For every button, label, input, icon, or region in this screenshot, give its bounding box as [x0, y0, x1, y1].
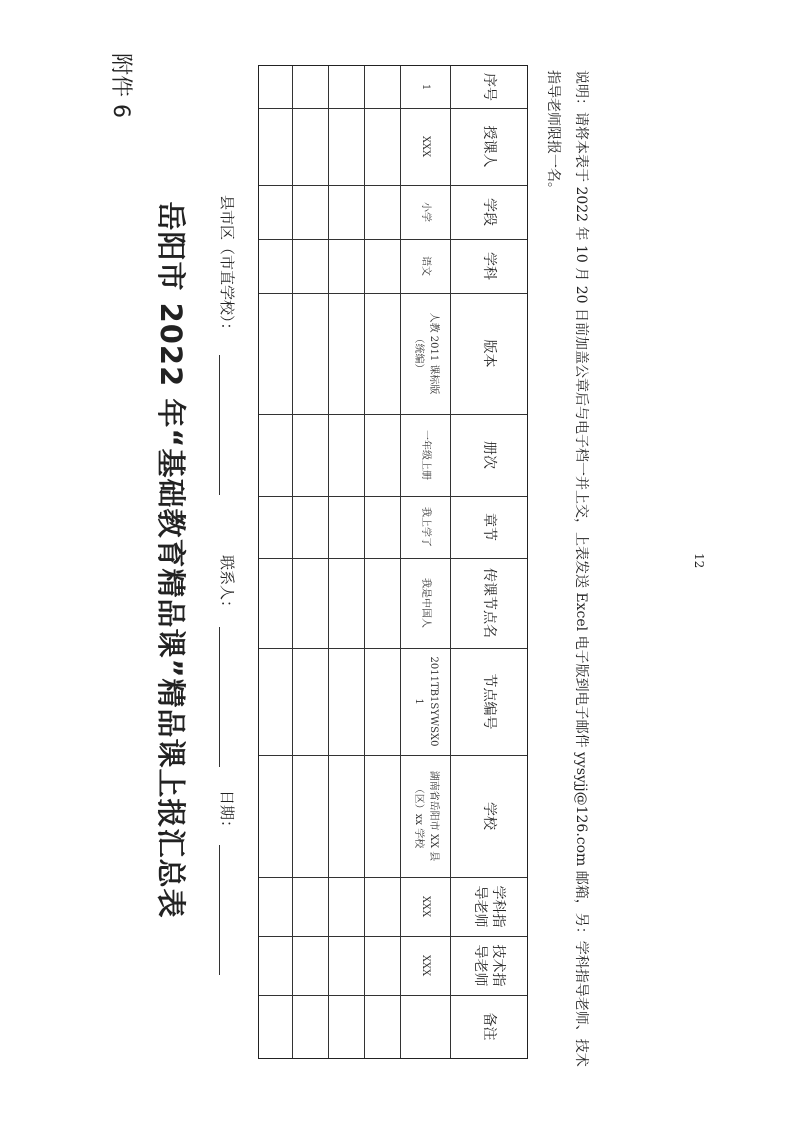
table-cell: [401, 995, 451, 1058]
table-cell: 湖南省岳阳市 XX 县（区）xx 学校: [413, 770, 439, 862]
header-cell: 技术指导老师: [472, 944, 506, 987]
header-cell: 备注: [481, 1012, 497, 1041]
table-cell: 小学: [420, 202, 432, 222]
page-title: 岳阳市 2022 年“基础教育精品课”精品课上报汇总表: [154, 201, 188, 919]
note-text: 说明：请将本表于 2022 年 10 月 20 日前加盖公章后与电子档一并上交，上表发送 Excel 电子版到电子邮件 yysyjj@126.com 邮箱，另：学科指导老师、技术指导老师限报一名。: [545, 70, 589, 1067]
page-number: 12: [692, 553, 706, 569]
row-divider: [292, 66, 293, 1058]
date-label: 日期：: [218, 790, 236, 836]
row-divider: [328, 66, 329, 1058]
table-cell: XXX: [420, 895, 432, 918]
contact-label: 联系人：: [218, 555, 236, 616]
county-label: 县市区（市直学校）：: [218, 195, 236, 338]
header-cell: 学校: [481, 802, 497, 830]
county-blank-line: [219, 355, 220, 495]
table-cell: 我是中国人: [420, 578, 432, 628]
table-cell: 2011TB1SYWSX01: [413, 656, 439, 747]
table-cell: 人教 2011 课标版（统编）: [413, 312, 439, 395]
table-cell: 一年级上册: [420, 430, 432, 480]
header-cell: 授课人: [481, 125, 497, 168]
header-cell: 版本: [481, 339, 497, 368]
header-cell: 章节: [481, 513, 497, 541]
header-cell: 册次: [481, 441, 497, 469]
header-cell: 序号: [481, 73, 497, 101]
table-cell: 我上学了: [420, 507, 432, 547]
header-cell: 传课节点名: [481, 568, 497, 638]
row-divider: [364, 66, 365, 1058]
header-cell: 节点编号: [481, 673, 497, 730]
annex-label: 附件 6: [108, 53, 133, 118]
table-cell: XXX: [420, 135, 432, 158]
summary-table: [258, 65, 528, 1059]
table-cell: XXX: [420, 954, 432, 977]
header-cell: 学段: [481, 198, 497, 226]
date-blank-line: [219, 845, 220, 975]
header-cell: 学科指导老师: [472, 885, 506, 928]
header-cell: 学科: [481, 252, 497, 280]
table-cell: 1: [420, 83, 432, 91]
table-cell: 语文: [420, 256, 432, 276]
contact-blank-line: [219, 627, 220, 767]
